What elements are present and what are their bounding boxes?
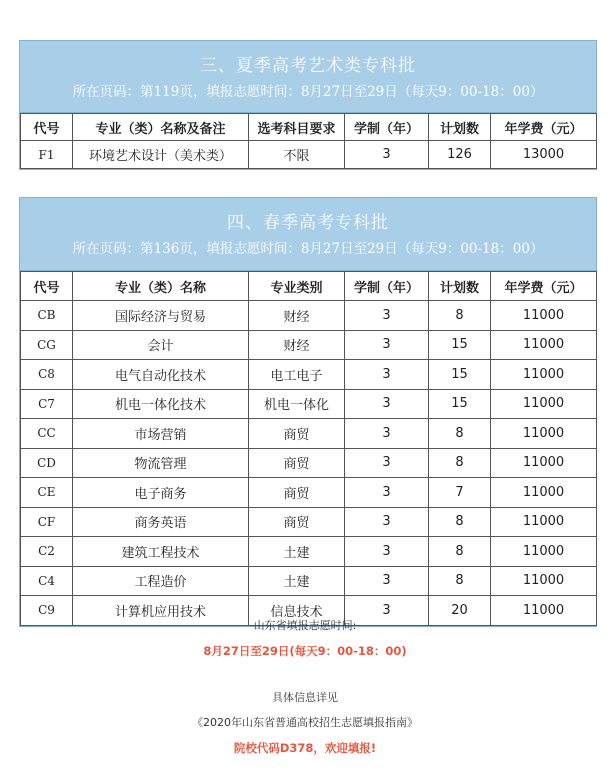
- cell-tuition: 11000: [491, 478, 597, 508]
- cell-category: 财经: [249, 301, 345, 331]
- table-row: [21, 141, 597, 169]
- spring-banner: [20, 198, 596, 271]
- cell-duration: 3: [345, 141, 429, 169]
- cell-category: 商贸: [249, 478, 345, 508]
- cell-code: C2: [21, 537, 73, 567]
- col-header-tuition: 年学费（元）: [491, 114, 597, 141]
- col-header-duration: 学制（年）: [345, 272, 429, 301]
- cell-plan: 15: [429, 360, 491, 390]
- cell-plan: 8: [429, 448, 491, 478]
- spring-subtitle: 所在页码：第136页，填报志愿时间：8月27日至29日（每天9：00-18：00）: [72, 241, 544, 257]
- summer-art-section: [19, 40, 597, 170]
- cell-code: CF: [21, 507, 73, 537]
- summer-art-banner: [20, 41, 596, 113]
- cell-major: 环境艺术设计（美术类）: [73, 141, 249, 169]
- cell-duration: 3: [345, 478, 429, 508]
- table-row: [21, 330, 597, 360]
- cell-plan: 15: [429, 389, 491, 419]
- cell-code: CG: [21, 330, 73, 360]
- cell-plan: 8: [429, 507, 491, 537]
- cell-major: 计算机应用技术: [73, 596, 249, 626]
- cell-code: CD: [21, 448, 73, 478]
- cell-plan: 15: [429, 330, 491, 360]
- cell-plan: 8: [429, 566, 491, 596]
- cell-major: 商务英语: [73, 507, 249, 537]
- spring-title: 四、春季高考专科批: [227, 213, 389, 233]
- table-row: [21, 301, 597, 331]
- summer-art-title: 三、夏季高考艺术类专科批: [200, 56, 416, 76]
- cell-subject-req: 不限: [249, 141, 345, 169]
- cell-duration: 3: [345, 537, 429, 567]
- details-label: 具体信息详见: [272, 691, 338, 704]
- cell-code: CC: [21, 419, 73, 449]
- summer-art-header-row: [21, 114, 597, 141]
- cell-major: 市场营销: [73, 419, 249, 449]
- cell-category: 电工电子: [249, 360, 345, 390]
- col-header-plan: 计划数: [429, 272, 491, 301]
- cell-tuition: 11000: [491, 330, 597, 360]
- cell-code: CB: [21, 301, 73, 331]
- cell-tuition: 11000: [491, 507, 597, 537]
- cell-major: 机电一体化技术: [73, 389, 249, 419]
- cell-tuition: 11000: [491, 389, 597, 419]
- school-code-note: 院校代码D378，欢迎填报!: [233, 741, 377, 755]
- cell-duration: 3: [345, 507, 429, 537]
- col-header-duration: 学制（年）: [345, 114, 429, 141]
- col-header-category: 专业类别: [249, 272, 345, 301]
- cell-duration: 3: [345, 301, 429, 331]
- cell-code: C7: [21, 389, 73, 419]
- col-header-code: 代号: [21, 114, 73, 141]
- table-row: [21, 389, 597, 419]
- spring-header-row: [21, 272, 597, 301]
- cell-tuition: 13000: [491, 141, 597, 169]
- col-header-subject-req: 选考科目要求: [249, 114, 345, 141]
- cell-code: CE: [21, 478, 73, 508]
- cell-category: 土建: [249, 566, 345, 596]
- cell-category: 商贸: [249, 448, 345, 478]
- cell-code: C4: [21, 566, 73, 596]
- col-header-plan: 计划数: [429, 114, 491, 141]
- table-row: [21, 537, 597, 567]
- cell-code: C8: [21, 360, 73, 390]
- cell-tuition: 11000: [491, 360, 597, 390]
- cell-plan: 20: [429, 596, 491, 626]
- spring-table: [20, 271, 597, 626]
- cell-code: F1: [21, 141, 73, 169]
- cell-tuition: 11000: [491, 566, 597, 596]
- cell-category: 信息技术: [249, 596, 345, 626]
- table-row: [21, 478, 597, 508]
- cell-tuition: 11000: [491, 596, 597, 626]
- cell-duration: 3: [345, 448, 429, 478]
- spring-section: [19, 197, 597, 627]
- cell-category: 土建: [249, 537, 345, 567]
- cell-code: C9: [21, 596, 73, 626]
- cell-plan: 8: [429, 537, 491, 567]
- cell-major: 电气自动化技术: [73, 360, 249, 390]
- cell-plan: 7: [429, 478, 491, 508]
- col-header-code: 代号: [21, 272, 73, 301]
- col-header-major: 专业（类）名称及备注: [73, 114, 249, 141]
- table-row: [21, 360, 597, 390]
- cell-duration: 3: [345, 389, 429, 419]
- summer-art-subtitle: 所在页码：第119页，填报志愿时间：8月27日至29日（每天9：00-18：00）: [72, 84, 544, 100]
- summer-art-table: [20, 113, 597, 169]
- cell-plan: 8: [429, 301, 491, 331]
- cell-major: 物流管理: [73, 448, 249, 478]
- cell-plan: 8: [429, 419, 491, 449]
- table-row: [21, 566, 597, 596]
- cell-category: 商贸: [249, 419, 345, 449]
- cell-category: 财经: [249, 330, 345, 360]
- cell-tuition: 11000: [491, 419, 597, 449]
- cell-major: 建筑工程技术: [73, 537, 249, 567]
- cell-major: 国际经济与贸易: [73, 301, 249, 331]
- cell-tuition: 11000: [491, 301, 597, 331]
- cell-duration: 3: [345, 360, 429, 390]
- table-row: [21, 507, 597, 537]
- cell-major: 工程造价: [73, 566, 249, 596]
- cell-duration: 3: [345, 419, 429, 449]
- cell-duration: 3: [345, 330, 429, 360]
- col-header-major: 专业（类）名称: [73, 272, 249, 301]
- cell-tuition: 11000: [491, 537, 597, 567]
- cell-duration: 3: [345, 596, 429, 626]
- table-row: [21, 448, 597, 478]
- cell-major: 电子商务: [73, 478, 249, 508]
- cell-category: 商贸: [249, 507, 345, 537]
- cell-duration: 3: [345, 566, 429, 596]
- table-row: [21, 419, 597, 449]
- fill-time-label: 山东省填报志愿时间:: [253, 619, 357, 632]
- cell-category: 机电一体化: [249, 389, 345, 419]
- fill-time-value: 8月27日至29日(每天9：00-18：00): [203, 644, 407, 658]
- cell-plan: 126: [429, 141, 491, 169]
- cell-tuition: 11000: [491, 448, 597, 478]
- guide-title: 《2020年山东省普通高校招生志愿填报指南》: [192, 716, 418, 729]
- col-header-tuition: 年学费（元）: [491, 272, 597, 301]
- cell-major: 会计: [73, 330, 249, 360]
